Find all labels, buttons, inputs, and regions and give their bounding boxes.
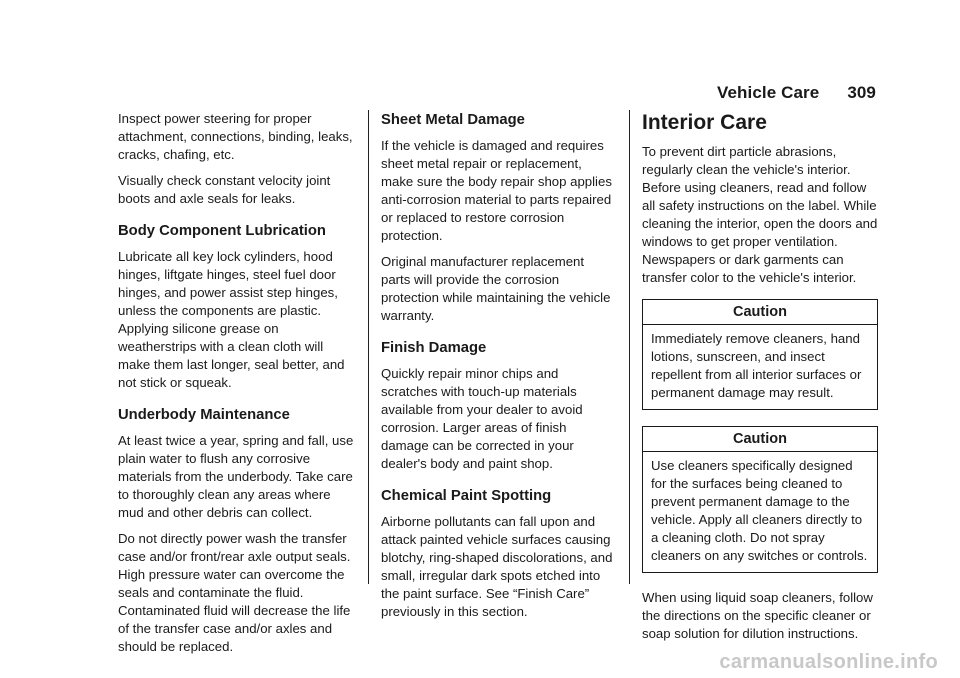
watermark: carmanualsonline.info xyxy=(719,651,938,673)
caution-text: Use cleaners specifically designed for the surfaces being cleaned to prevent permanent damage to the vehicle. Apply all cleaners directly to a cleaning cloth. Do not spray cleaners on any switches or controls. xyxy=(651,458,868,563)
caution-title: Caution xyxy=(643,300,877,325)
underbody-paragraph-1: At least twice a year, spring and fall, use plain water to flush any corrosive materials from the underbody. Take care to thoroughly clean any areas where mud and other debris can collect. xyxy=(118,433,354,520)
caution-box-2 xyxy=(642,426,878,573)
running-header xyxy=(717,83,876,103)
power-steering-paragraph: Inspect power steering for proper attachment, connections, binding, leaks, cracks, chafing, etc. xyxy=(118,111,353,162)
underbody-heading: Underbody Maintenance xyxy=(118,407,290,423)
cv-joint-paragraph: Visually check constant velocity joint boots and axle seals for leaks. xyxy=(118,173,331,206)
column-divider-1 xyxy=(368,110,369,584)
underbody-paragraph-2: Do not directly power wash the transfer case and/or front/rear axle output seals. High pressure water can overcome the seals and contaminate the fluid. Contaminated fluid will decrease the life of the transfer case and/or axles and should be replaced. xyxy=(118,531,351,654)
section-title: Vehicle Care xyxy=(717,83,820,102)
body-lubrication-heading: Body Component Lubrication xyxy=(118,223,326,239)
interior-care-heading: Interior Care xyxy=(642,111,767,134)
interior-care-paragraph: To prevent dirt particle abrasions, regularly clean the vehicle's interior. Before using cleaners, read and follow all safety instructions on the label. While cleaning the interior, open the doors and windows to get proper ventilation. Newspapers or dark garments can transfer color to the vehicle's interior. xyxy=(642,144,878,285)
column-1 xyxy=(118,110,354,664)
body-lubrication-paragraph: Lubricate all key lock cylinders, hood hinges, liftgate hinges, steel fuel door hinges, and power assist step hinges, unless the components are plastic. Applying silicone grease on weatherstrips with a clean cloth will make them last longer, seal better, and not stick or squeak. xyxy=(118,249,345,390)
caution-box-1 xyxy=(642,299,878,410)
finish-damage-paragraph: Quickly repair minor chips and scratches with touch-up materials available from your dealer to avoid corrosion. Larger areas of finish damage can be corrected in your dealer's body and paint shop. xyxy=(381,366,583,471)
caution-title: Caution xyxy=(643,427,877,452)
column-2 xyxy=(381,110,615,629)
column-divider-2 xyxy=(629,110,630,584)
chemical-spotting-heading: Chemical Paint Spotting xyxy=(381,488,552,504)
sheet-metal-heading: Sheet Metal Damage xyxy=(381,112,525,128)
finish-damage-heading: Finish Damage xyxy=(381,340,487,356)
liquid-soap-paragraph: When using liquid soap cleaners, follow the directions on the specific cleaner or soap solution for dilution instructions. xyxy=(642,590,873,641)
sheet-metal-paragraph-1: If the vehicle is damaged and requires sheet metal repair or replacement, make sure the body repair shop applies anti-corrosion material to parts repaired or replaced to restore corrosion protection. xyxy=(381,138,612,243)
column-3 xyxy=(642,110,878,651)
caution-text: Immediately remove cleaners, hand lotions, sunscreen, and insect repellent from all interior surfaces or permanent damage may result. xyxy=(651,331,862,400)
page-number: 309 xyxy=(847,83,876,102)
sheet-metal-paragraph-2: Original manufacturer replacement parts will provide the corrosion protection while maintaining the vehicle warranty. xyxy=(381,254,611,323)
chemical-spotting-paragraph: Airborne pollutants can fall upon and attack painted vehicle surfaces causing blotchy, ring-shaped discolorations, and small, irregular dark spots etched into the paint surface. See “Finish Care” previously in this section. xyxy=(381,514,613,619)
